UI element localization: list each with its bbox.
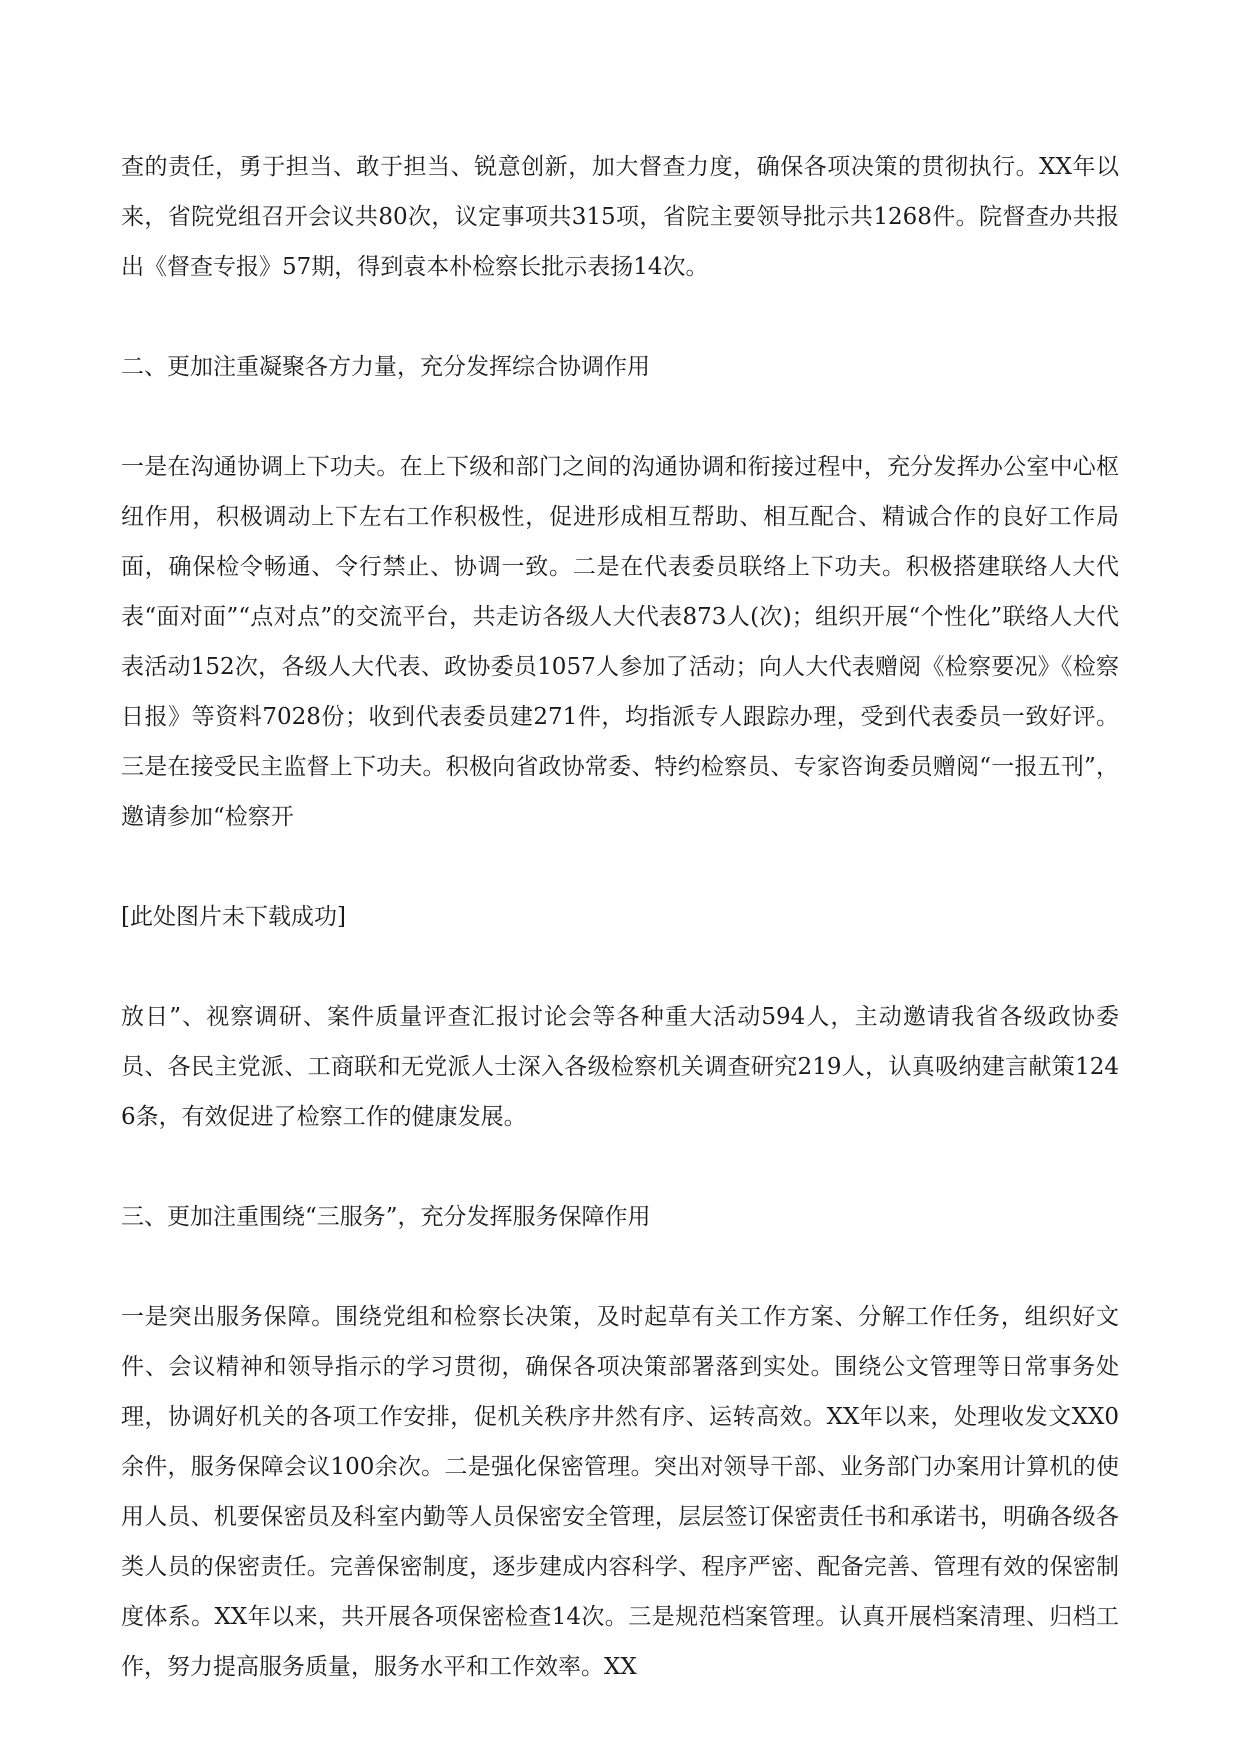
paragraph-service-details: 一是突出服务保障。围绕党组和检察长决策，及时起草有关工作方案、分解工作任务，组织好文件、会议精神和领导指示的学习贯彻，确保各项决策部署落到实处。围绕公文管理等日常事务处理，协调好机关的各项工作安排，促机关秩序井然有序、运转高效。XX年以来，处理收发文XX0余件，服务保障会议100余次。二是强化保密管理。突出对领导干部、业务部门办案用计算机的使用人员、机要保密员及科室内勤等人员保密安全管理，层层签订保密责任书和承诺书，明确各级各类人员的保密责任。完善保密制度，逐步建成内容科学、程序严密、配备完善、管理有效的保密制度体系。XX年以来，共开展各项保密检查14次。三是规范档案管理。认真开展档案清理、归档工作，努力提高服务质量，服务水平和工作效率。XX — [121, 1304, 1119, 1680]
image-missing-placeholder: [此处图片未下载成功] — [121, 904, 346, 930]
paragraph-supervision-summary: 查的责任，勇于担当、敢于担当、锐意创新，加大督查力度，确保各项决策的贯彻执行。XX年以来，省院党组召开会议共80次，议定事项共315项，省院主要领导批示共1268件。院督查办共报出《督查专报》57期，得到袁本朴检察长批示表扬14次。 — [121, 154, 1119, 280]
document-body — [121, 142, 1119, 1692]
section-heading-coordination: 二、更加注重凝聚各方力量，充分发挥综合协调作用 — [121, 354, 650, 380]
section-heading-service: 三、更加注重围绕“三服务”，充分发挥服务保障作用 — [121, 1204, 651, 1230]
paragraph-coordination-continued: 放日”、视察调研、案件质量评查汇报讨论会等各种重大活动594人，主动邀请我省各级政协委员、各民主党派、工商联和无党派人士深入各级检察机关调查研究219人，认真吸纳建言献策1246条，有效促进了检察工作的健康发展。 — [121, 1004, 1119, 1130]
paragraph-coordination-details: 一是在沟通协调上下功夫。在上下级和部门之间的沟通协调和衔接过程中，充分发挥办公室中心枢纽作用，积极调动上下左右工作积极性，促进形成相互帮助、相互配合、精诚合作的良好工作局面，确保检令畅通、令行禁止、协调一致。二是在代表委员联络上下功夫。积极搭建联络人大代表“面对面”“点对点”的交流平台，共走访各级人大代表873人(次)；组织开展“个性化”联络人大代表活动152次，各级人大代表、政协委员1057人参加了活动；向人大代表赠阅《检察要况》《检察日报》等资料7028份；收到代表委员建271件，均指派专人跟踪办理，受到代表委员一致好评。三是在接受民主监督上下功夫。积极向省政协常委、特约检察员、专家咨询委员赠阅“一报五刊”，邀请参加“检察开 — [121, 454, 1119, 830]
